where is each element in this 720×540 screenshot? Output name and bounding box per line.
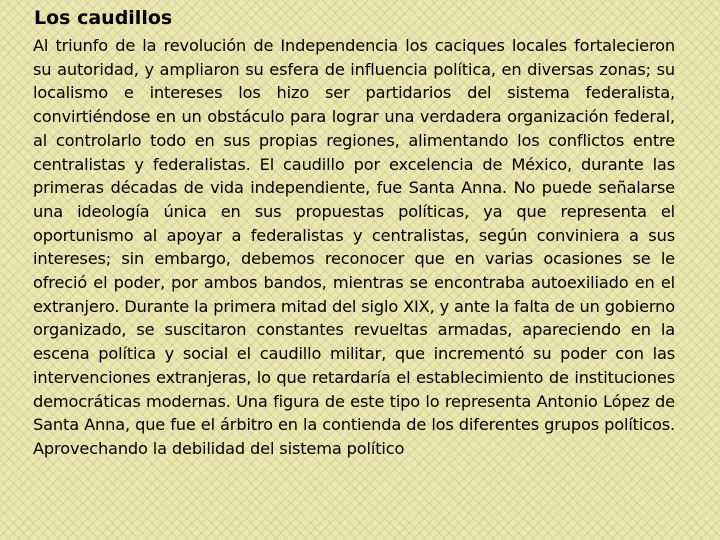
slide-title: Los caudillos — [34, 7, 173, 29]
slide-body-text: Al triunfo de la revolución de Independencia los caciques locales fortalecieron su autoridad, y ampliaron su esfera de influencia política, en diversas zonas; su localismo e intereses los hizo ser partidarios del sistema federalista, convirtiéndose en un obstáculo para lograr una verdadera organización federal, al controlarlo todo en sus propias regiones, alimentando los conflictos entre centralistas y federalistas. El caudillo por excelencia de México, durante las primeras décadas de vida independiente, fue Santa Anna. No puede señalarse una ideología única en sus propuestas políticas, ya que representa el oportunismo al apoyar a federalistas y centralistas, según conviniera a sus intereses; sin embargo, debemos reconocer que en varias ocasiones se le ofreció el poder, por ambos bandos, mientras se encontraba autoexiliado en el extranjero. Durante la primera mitad del siglo XIX, y ante la falta de un gobierno organizado, se suscitaron constantes revueltas armadas, apareciendo en la escena política y social el caudillo militar, que incrementó su poder con las intervenciones extranjeras, lo que retardaría el establecimiento de instituciones democráticas modernas. Una figura de este tipo lo representa Antonio López de Santa Anna, que fue el árbitro en la contienda de los diferentes grupos políticos. Aprovechando la debilidad del sistema político — [33, 36, 676, 458]
